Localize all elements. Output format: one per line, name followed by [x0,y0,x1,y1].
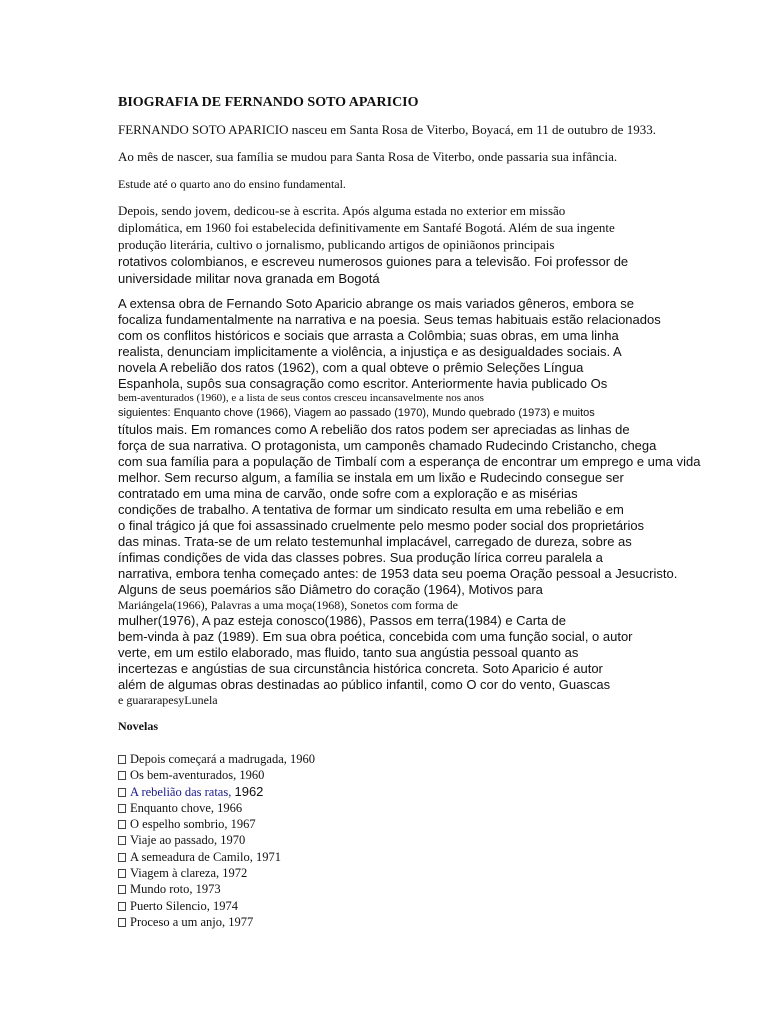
checkbox-bullet-icon [118,771,126,780]
p5-line: Mariángela(1966), Palavras a uma moça(1968), Sonetos com forma de [118,598,458,612]
p5-line: força de sua narrativa. O protagonista, um camponês chamado Rudecindo Cristancho, chega [118,438,657,453]
list-item: Puerto Silencio, 1974 [118,900,238,913]
novela-link[interactable]: A rebelião das ratas, [130,785,232,799]
paragraph-childhood: Ao mês de nascer, sua família se mudou para Santa Rosa de Viterbo, onde passaria sua infância. [118,149,618,164]
p5-line: e guararapesyLunela [118,693,218,707]
checkbox-bullet-icon [118,902,126,911]
p5-line: melhor. Sem recurso algum, a família se instala em um lixão e Rudecindo consegue ser [118,470,624,485]
p5-line: verte, em um estilo elaborado, mas fluido, tanto sua angústia pessoal quanto as [118,645,579,660]
p5-line: condições de trabalho. A tentativa de formar um sindicato resulta em uma rebelião e em [118,502,624,517]
list-item: A semeadura de Camilo, 1971 [118,851,281,864]
p5-line: bem-vinda à paz (1989). Em sua obra poética, concebida com uma função social, o autor [118,629,633,644]
checkbox-bullet-icon [118,788,126,797]
checkbox-bullet-icon [118,918,126,927]
p5-line: com sua família para a população de Timbalí com a esperança de encontrar um emprego e uma vida [118,454,701,469]
checkbox-bullet-icon [118,836,126,845]
p5-line: Alguns de seus poemários são Diâmetro do coração (1964), Motivos para [118,582,543,597]
novela-link-year: 1962 [234,784,264,799]
list-item: Mundo roto, 1973 [118,883,221,896]
list-item: Depois começará a madrugada, 1960 [118,753,315,766]
list-item: Viagem à clareza, 1972 [118,867,247,880]
p4-line-5: universidade militar nova granada em Bogotá [118,271,380,286]
p5-line: com os conflitos históricos e sociais que arrasta a Colômbia; suas obras, em uma linha [118,328,619,343]
p5-line: títulos mais. Em romances como A rebelião dos ratos podem ser apreciadas as linhas de [118,422,630,437]
p5-line: A extensa obra de Fernando Soto Aparicio abrange os mais variados gêneros, embora se [118,296,634,311]
p5-line: novela A rebelião dos ratos (1962), com a qual obteve o prêmio Seleções Língua [118,360,584,375]
p4-line-4: rotativos colombianos, e escreveu numerosos guiones para a televisão. Foi professor de [118,254,629,269]
p5-line: ínfimas condições de vida das classes pobres. Sua produção lírica correu paralela a [118,550,603,565]
checkbox-bullet-icon [118,804,126,813]
p5-line: realista, denunciam implicitamente a violência, a injustiça e as desigualdades sociais. A [118,344,622,359]
list-item: Viaje ao passado, 1970 [118,834,245,847]
p5-line: narrativa, embora tenha começado antes: de 1953 data seu poema Oração pessoal a Jesucristo. [118,566,678,581]
checkbox-bullet-icon [118,869,126,878]
paragraph-birth: FERNANDO SOTO APARICIO nasceu em Santa Rosa de Viterbo, Boyacá, em 11 de outubro de 1933. [118,122,656,137]
checkbox-bullet-icon [118,755,126,764]
checkbox-bullet-icon [118,885,126,894]
list-item: Proceso a um anjo, 1977 [118,916,253,929]
list-item [118,785,263,799]
p5-line: siguientes: Enquanto chove (1966), Viagem ao passado (1970), Mundo quebrado (1973) e muitos [118,407,595,419]
p5-line: mulher(1976), A paz esteja conosco(1986), Passos em terra(1984) e Carta de [118,613,567,628]
checkbox-bullet-icon [118,853,126,862]
p5-line: além de algumas obras destinadas ao público infantil, como O cor do vento, Guascas [118,677,611,692]
p5-line: das minas. Trata-se de um relato testemunhal implacável, carregado de dureza, sobre as [118,534,632,549]
p5-line: o final trágico já que foi assassinado cruelmente pelo mesmo poder social dos proprietários [118,518,645,533]
list-item: O espelho sombrio, 1967 [118,818,256,831]
document-title: BIOGRAFIA DE FERNANDO SOTO APARICIO [118,95,419,110]
p4-line-3: produção literária, cultivo o jornalismo, publicando artigos de opiniãonos principais [118,237,555,252]
p5-line: contratado em uma mina de carvão, onde sofre com a exploração e as misérias [118,486,578,501]
p4-line-2: diplomática, em 1960 foi estabelecida definitivamente em Santafé Bogotá. Além de sua ingente [118,220,615,235]
list-item: Enquanto chove, 1966 [118,802,242,815]
p5-line: incertezas e angústias de sua circunstância histórica concreta. Soto Aparicio é autor [118,661,603,676]
p4-line-1: Depois, sendo jovem, dedicou-se à escrita. Após alguma estada no exterior em missão [118,203,566,218]
p5-line: focaliza fundamentalmente na narrativa e na poesia. Seus temas habituais estão relacionados [118,312,661,327]
p5-line: Espanhola, supôs sua consagração como escritor. Anteriormente havia publicado Os [118,376,608,391]
novelas-heading: Novelas [118,719,158,733]
p5-line: bem-aventurados (1960), e a lista de seus contos cresceu incansavelmente nos anos [118,392,484,404]
paragraph-education: Estude até o quarto ano do ensino fundamental. [118,177,346,191]
checkbox-bullet-icon [118,820,126,829]
list-item: Os bem-aventurados, 1960 [118,769,264,782]
